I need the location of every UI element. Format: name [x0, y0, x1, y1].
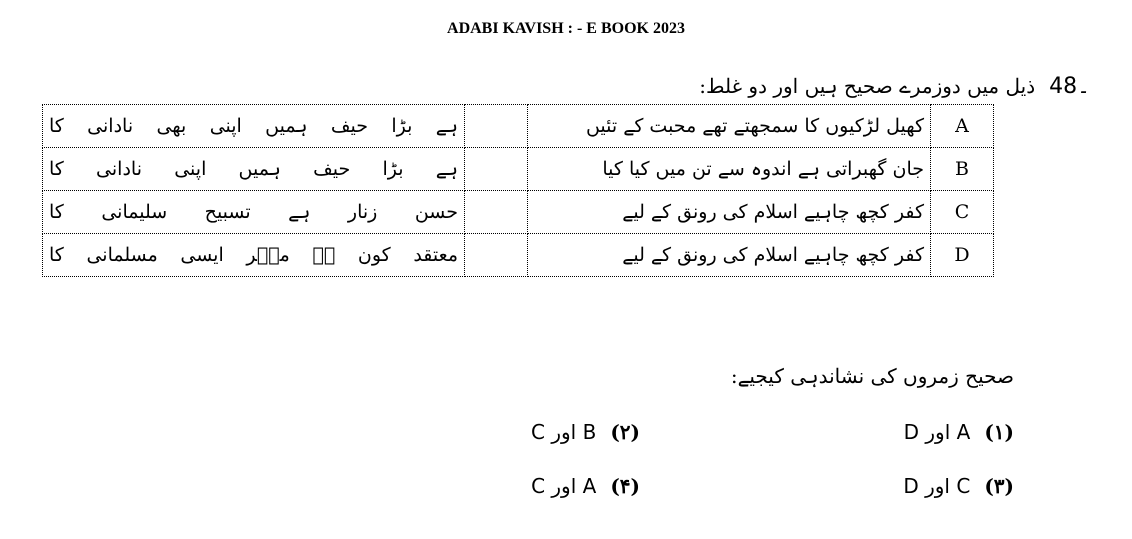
options-table [42, 104, 994, 277]
answer-option-3[interactable] [903, 474, 1014, 498]
table-row [43, 191, 994, 234]
answer-number: (۲) [610, 420, 640, 444]
first-line: جان گھبراتی ہے اندوہ سے تن میں کیا کیا [528, 148, 931, 191]
table-row [43, 105, 994, 148]
option-letter: D [931, 234, 994, 277]
first-line: کفر کچھ چاہیے اسلام کی رونق کے لیے [528, 191, 931, 234]
instruction-text: صحیح زمروں کی نشاندہی کیجیے: [730, 364, 1014, 388]
first-line: کھیل لڑکیوں کا سمجھتے تھے محبت کے تئیں [528, 105, 931, 148]
answer-text: C اور D [903, 474, 971, 498]
answer-option-1[interactable] [904, 420, 1014, 444]
second-line: حسن زنار ہے تسبیح سلیمانی کا [43, 191, 465, 234]
option-letter: C [931, 191, 994, 234]
answer-text: B اور C [531, 420, 597, 444]
table-row [43, 234, 994, 277]
question-text: ذیل میں دوزمرے صحیح ہیں اور دو غلط: [699, 74, 1036, 98]
answer-option-4[interactable] [531, 474, 640, 498]
second-line: ہے بڑا حیف ہمیں اپنی بھی نادانی کا [43, 105, 465, 148]
second-line: معتقد کون ہے میؔر ایسی مسلمانی کا [43, 234, 465, 277]
option-letter: A [931, 105, 994, 148]
table-row [43, 148, 994, 191]
question-header [699, 74, 1090, 99]
second-line: ہے بڑا حیف ہمیں اپنی نادانی کا [43, 148, 465, 191]
answer-number: (۳) [984, 474, 1014, 498]
answer-option-2[interactable] [531, 420, 640, 444]
option-letter: B [931, 148, 994, 191]
first-line: کفر کچھ چاہیے اسلام کی رونق کے لیے [528, 234, 931, 277]
answer-number: (۱) [984, 420, 1014, 444]
answer-text: A اور D [903, 420, 971, 444]
book-header: ADABI KAVISH : - E BOOK 2023 [447, 20, 685, 37]
question-number: 48۔ [1049, 74, 1090, 99]
answer-number: (۴) [610, 474, 640, 498]
answer-text: A اور C [531, 474, 597, 498]
